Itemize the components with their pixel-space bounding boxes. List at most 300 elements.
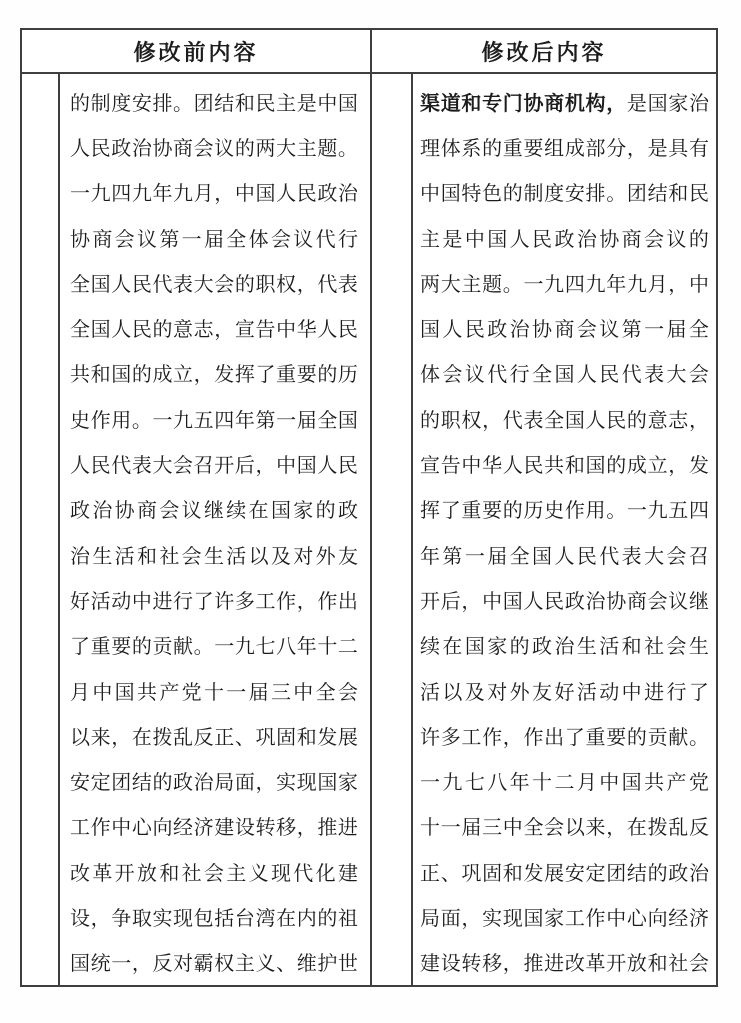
character: 部: [585, 137, 606, 160]
character: 年: [606, 273, 627, 296]
character: 向: [152, 817, 173, 840]
character: ，: [626, 137, 647, 160]
character: 会: [337, 681, 358, 704]
character: 国: [111, 364, 132, 387]
character: 政: [173, 772, 194, 795]
text-line: [420, 172, 709, 217]
character: 表: [644, 364, 665, 387]
character: 的: [502, 500, 523, 523]
character: 一: [70, 183, 90, 206]
character: 了: [440, 500, 461, 523]
character: 有: [688, 137, 709, 160]
character: 建: [420, 953, 440, 976]
character: 会: [181, 545, 202, 568]
character: 议: [599, 319, 620, 342]
bold-character: 构: [585, 92, 606, 115]
text-line: [70, 760, 358, 805]
character: 治: [337, 183, 358, 206]
character: 政: [564, 590, 585, 613]
character: 多: [234, 590, 255, 613]
character: 和: [159, 862, 180, 885]
character: 的: [626, 409, 647, 432]
character: 民: [255, 92, 276, 115]
character: 一: [464, 545, 485, 568]
character: 商: [136, 500, 157, 523]
character: 月: [647, 273, 668, 296]
text-line: [420, 307, 709, 352]
character: 社: [181, 862, 202, 885]
character: 议: [214, 137, 235, 160]
character: 来: [90, 726, 111, 749]
character: 政: [111, 137, 132, 160]
character: 全: [70, 273, 90, 296]
character: 好: [70, 590, 90, 613]
character: 组: [544, 137, 565, 160]
character: 生: [576, 636, 597, 659]
character: 工: [255, 590, 276, 613]
character: 体: [440, 137, 461, 160]
character: 全: [226, 228, 247, 251]
character: 的: [509, 636, 530, 659]
character: 局: [420, 907, 440, 930]
character: ，: [688, 409, 709, 432]
character: 会: [666, 545, 687, 568]
text-line: [420, 625, 709, 670]
character: 三: [482, 817, 503, 840]
character: 进: [644, 681, 665, 704]
character: 重: [276, 364, 297, 387]
character: 许: [214, 590, 235, 613]
character: 和: [668, 183, 689, 206]
character: 志: [193, 319, 214, 342]
character: 制: [90, 92, 111, 115]
character: 会: [114, 228, 135, 251]
character: ，: [668, 273, 689, 296]
character: 民: [337, 319, 358, 342]
character: ，: [214, 183, 235, 206]
character: 的: [70, 92, 90, 115]
character: 祖: [337, 907, 358, 930]
character: 定: [90, 772, 111, 795]
character: 治: [688, 92, 709, 115]
character: 九: [173, 409, 194, 432]
character: 在: [276, 907, 297, 930]
character: 发: [688, 455, 709, 478]
character: 治: [92, 500, 113, 523]
character: 协: [606, 590, 627, 613]
character: 权: [214, 953, 235, 976]
character: 社: [159, 545, 180, 568]
text-line: [420, 353, 709, 398]
character: 表: [621, 545, 642, 568]
after-content-cell: [413, 74, 716, 985]
character: 对: [487, 681, 508, 704]
character: 括: [214, 907, 235, 930]
character: 表: [173, 273, 194, 296]
character: 全: [523, 817, 544, 840]
character: 挥: [234, 364, 255, 387]
character: 代: [293, 862, 314, 885]
character: 一: [523, 273, 544, 296]
character: 会: [173, 455, 194, 478]
character: 发: [523, 862, 544, 885]
character: ，: [461, 590, 482, 613]
character: 转: [461, 953, 482, 976]
character: 人: [317, 455, 338, 478]
character: 的: [152, 319, 173, 342]
bold-character: 门: [502, 92, 523, 115]
character: 民: [688, 183, 709, 206]
revision-comparison-table: [20, 28, 718, 987]
character: 九: [173, 183, 194, 206]
text-line: [70, 443, 358, 488]
character: 治: [585, 590, 606, 613]
character: 经: [668, 907, 689, 930]
character: 会: [647, 590, 668, 613]
character: 建: [337, 862, 358, 885]
character: 民: [131, 319, 152, 342]
character: 行: [173, 590, 194, 613]
character: 民: [131, 273, 152, 296]
character: 一: [226, 681, 247, 704]
character: 华: [482, 455, 503, 478]
character: 革: [92, 862, 113, 885]
text-line: [70, 715, 358, 760]
character: 民: [523, 455, 544, 478]
character: 人: [276, 183, 297, 206]
character: 一: [152, 409, 173, 432]
character: 乱: [668, 817, 689, 840]
character: 中: [482, 590, 503, 613]
character: 设: [440, 953, 461, 976]
character: 家: [487, 636, 508, 659]
character: 共: [70, 364, 90, 387]
character: 以: [248, 545, 269, 568]
text-line: [420, 760, 709, 805]
character: 系: [461, 137, 482, 160]
character: 代: [487, 364, 508, 387]
character: 开: [606, 953, 627, 976]
character: 安: [564, 862, 585, 885]
character: 治: [131, 137, 152, 160]
character: 人: [111, 273, 132, 296]
character: 国: [70, 953, 90, 976]
character: 反: [688, 817, 709, 840]
character: 成: [626, 455, 647, 478]
character: 治: [70, 545, 90, 568]
character: 排: [585, 183, 606, 206]
character: 特: [461, 183, 482, 206]
character: 产: [159, 681, 180, 704]
character: 正: [420, 862, 440, 885]
character: 人: [523, 590, 544, 613]
character: 家: [293, 500, 314, 523]
character: 了: [70, 636, 90, 659]
character: 了: [255, 364, 276, 387]
character: 会: [544, 817, 565, 840]
character: 了: [193, 590, 214, 613]
character: 作: [90, 817, 111, 840]
character: 政: [554, 228, 575, 251]
character: 家: [668, 92, 689, 115]
character: 济: [193, 817, 214, 840]
character: 心: [131, 817, 152, 840]
character: 移: [276, 817, 297, 840]
character: 化: [315, 862, 336, 885]
character: 十: [532, 772, 553, 795]
bold-character: 商: [544, 92, 565, 115]
character: 许: [420, 726, 440, 749]
character: 团: [606, 862, 627, 885]
character: 结: [647, 183, 668, 206]
character: 九: [647, 500, 668, 523]
character: 治: [554, 636, 575, 659]
character: 了: [564, 726, 585, 749]
character: 是: [442, 228, 463, 251]
text-line: [70, 398, 358, 443]
character: 议: [136, 228, 157, 251]
bold-character: 专: [482, 92, 503, 115]
character: 代: [111, 455, 132, 478]
character: 召: [688, 545, 709, 568]
character: 主: [461, 273, 482, 296]
character: 政: [668, 862, 689, 885]
character: 中: [599, 772, 620, 795]
character: 民: [296, 183, 317, 206]
character: 宣: [420, 455, 440, 478]
character: 进: [544, 953, 565, 976]
character: 表: [131, 455, 152, 478]
character: 一: [181, 228, 202, 251]
character: 要: [606, 726, 627, 749]
character: 活: [114, 545, 135, 568]
character: 九: [131, 183, 152, 206]
character: 一: [111, 953, 132, 976]
text-line: [420, 443, 709, 488]
character: 贡: [647, 726, 668, 749]
character: 协: [70, 228, 90, 251]
character: 国: [564, 409, 585, 432]
character: 届: [666, 319, 687, 342]
text-line: [420, 126, 709, 171]
character: 十: [317, 636, 338, 659]
character: 届: [296, 409, 317, 432]
character: 的: [626, 726, 647, 749]
character: 十: [203, 681, 224, 704]
character: 第: [159, 228, 180, 251]
character: 度: [111, 92, 132, 115]
character: 月: [70, 681, 90, 704]
character: 体: [420, 364, 440, 387]
character: 国: [585, 455, 606, 478]
character: ，: [482, 409, 503, 432]
character: 后: [440, 590, 461, 613]
character: 制: [523, 183, 544, 206]
character: 主: [420, 228, 440, 251]
character: 面: [234, 772, 255, 795]
character: 一: [626, 500, 647, 523]
character: 治: [509, 319, 530, 342]
character: 治: [193, 772, 214, 795]
character: 和: [502, 862, 523, 885]
character: 重: [461, 500, 482, 523]
character: 和: [90, 364, 111, 387]
character: 面: [440, 907, 461, 930]
margin-gutter-after: [372, 74, 413, 985]
character: 政: [317, 183, 338, 206]
character: 人: [585, 409, 606, 432]
character: 中: [688, 273, 709, 296]
character: 志: [668, 409, 689, 432]
character: 生: [688, 636, 709, 659]
bold-character: 协: [523, 92, 544, 115]
character: 治: [688, 862, 709, 885]
character: 贡: [152, 636, 173, 659]
text-line: [70, 942, 358, 985]
character: 继: [203, 500, 224, 523]
character: 义: [248, 862, 269, 885]
character: 国: [337, 92, 358, 115]
character: 霸: [193, 953, 214, 976]
character: 国: [532, 545, 553, 568]
character: 全: [532, 364, 553, 387]
character: 展: [337, 726, 358, 749]
character: 商: [173, 137, 194, 160]
character: 重: [502, 137, 523, 160]
character: 会: [688, 364, 709, 387]
text-line: [70, 625, 358, 670]
character: 告: [440, 455, 461, 478]
character: 四: [111, 183, 132, 206]
character: 和: [564, 455, 585, 478]
character: 大: [152, 455, 173, 478]
character: 拨: [647, 817, 668, 840]
character: 中: [276, 455, 297, 478]
character: 具: [668, 137, 689, 160]
character: 国: [621, 772, 642, 795]
character: 四: [688, 500, 709, 523]
character: 排: [152, 92, 173, 115]
text-line: [70, 489, 358, 534]
character: 十: [420, 817, 440, 840]
text-line: [70, 896, 358, 941]
character: 五: [668, 500, 689, 523]
character: 行: [509, 364, 530, 387]
character: 好: [554, 681, 575, 704]
character: ，: [296, 273, 317, 296]
character: 中: [461, 455, 482, 478]
character: 商: [621, 228, 642, 251]
character: 改: [564, 953, 585, 976]
character: 心: [626, 907, 647, 930]
character: 九: [90, 183, 111, 206]
text-line: [70, 353, 358, 398]
text-line: [420, 896, 709, 941]
character: 理: [420, 137, 440, 160]
character: 届: [461, 817, 482, 840]
character: 工: [461, 726, 482, 749]
character: 九: [234, 636, 255, 659]
character: 结: [214, 92, 235, 115]
text-line: [420, 579, 709, 624]
character: 召: [193, 455, 214, 478]
character: ，: [90, 907, 111, 930]
character: 乱: [173, 726, 194, 749]
character: 湾: [255, 907, 276, 930]
character: 七: [255, 636, 276, 659]
character: 续: [226, 500, 247, 523]
bold-character: 和: [461, 92, 482, 115]
character: 的: [152, 772, 173, 795]
character: 九: [544, 273, 565, 296]
character: 共: [644, 772, 665, 795]
character: 争: [111, 907, 132, 930]
character: 的: [420, 409, 440, 432]
text-line: [70, 534, 358, 579]
character: 移: [482, 953, 503, 976]
text-line: [420, 534, 709, 579]
character: 八: [487, 772, 508, 795]
character: 活: [420, 681, 440, 704]
character: 月: [193, 183, 214, 206]
character: 国: [464, 636, 485, 659]
character: 结: [131, 772, 152, 795]
character: 全: [688, 319, 709, 342]
character: 年: [152, 183, 173, 206]
character: ，: [461, 907, 482, 930]
character: 作: [523, 726, 544, 749]
character: 全: [317, 409, 338, 432]
character: 革: [585, 953, 606, 976]
text-line: [420, 715, 709, 760]
character: 实: [276, 772, 297, 795]
character: 届: [248, 681, 269, 704]
text-line: [70, 217, 358, 262]
character: 团: [193, 92, 214, 115]
character: 是: [626, 92, 647, 115]
character: 共: [544, 455, 565, 478]
character: 了: [688, 681, 709, 704]
character: 拨: [152, 726, 173, 749]
character: 出: [544, 726, 565, 749]
character: 人: [317, 319, 338, 342]
character: 会: [193, 137, 214, 160]
character: 议: [181, 500, 202, 523]
character: 第: [621, 319, 642, 342]
character: 的: [688, 228, 709, 251]
character: 实: [152, 907, 173, 930]
text-line: [70, 126, 358, 171]
text-line: [420, 81, 709, 126]
character: 放: [136, 862, 157, 885]
text-line: [420, 942, 709, 985]
character: 中: [621, 681, 642, 704]
character: 民: [532, 228, 553, 251]
character: 民: [606, 409, 627, 432]
character: 的: [647, 862, 668, 885]
character: 国: [647, 92, 668, 115]
character: 作: [585, 907, 606, 930]
character: 四: [214, 409, 235, 432]
character: 和: [136, 545, 157, 568]
text-line: [420, 489, 709, 534]
character: 国: [90, 273, 111, 296]
character: 全: [70, 319, 90, 342]
character: 国: [270, 500, 291, 523]
text-line: [70, 579, 358, 624]
character: 。: [193, 636, 214, 659]
character: 的: [234, 137, 255, 160]
